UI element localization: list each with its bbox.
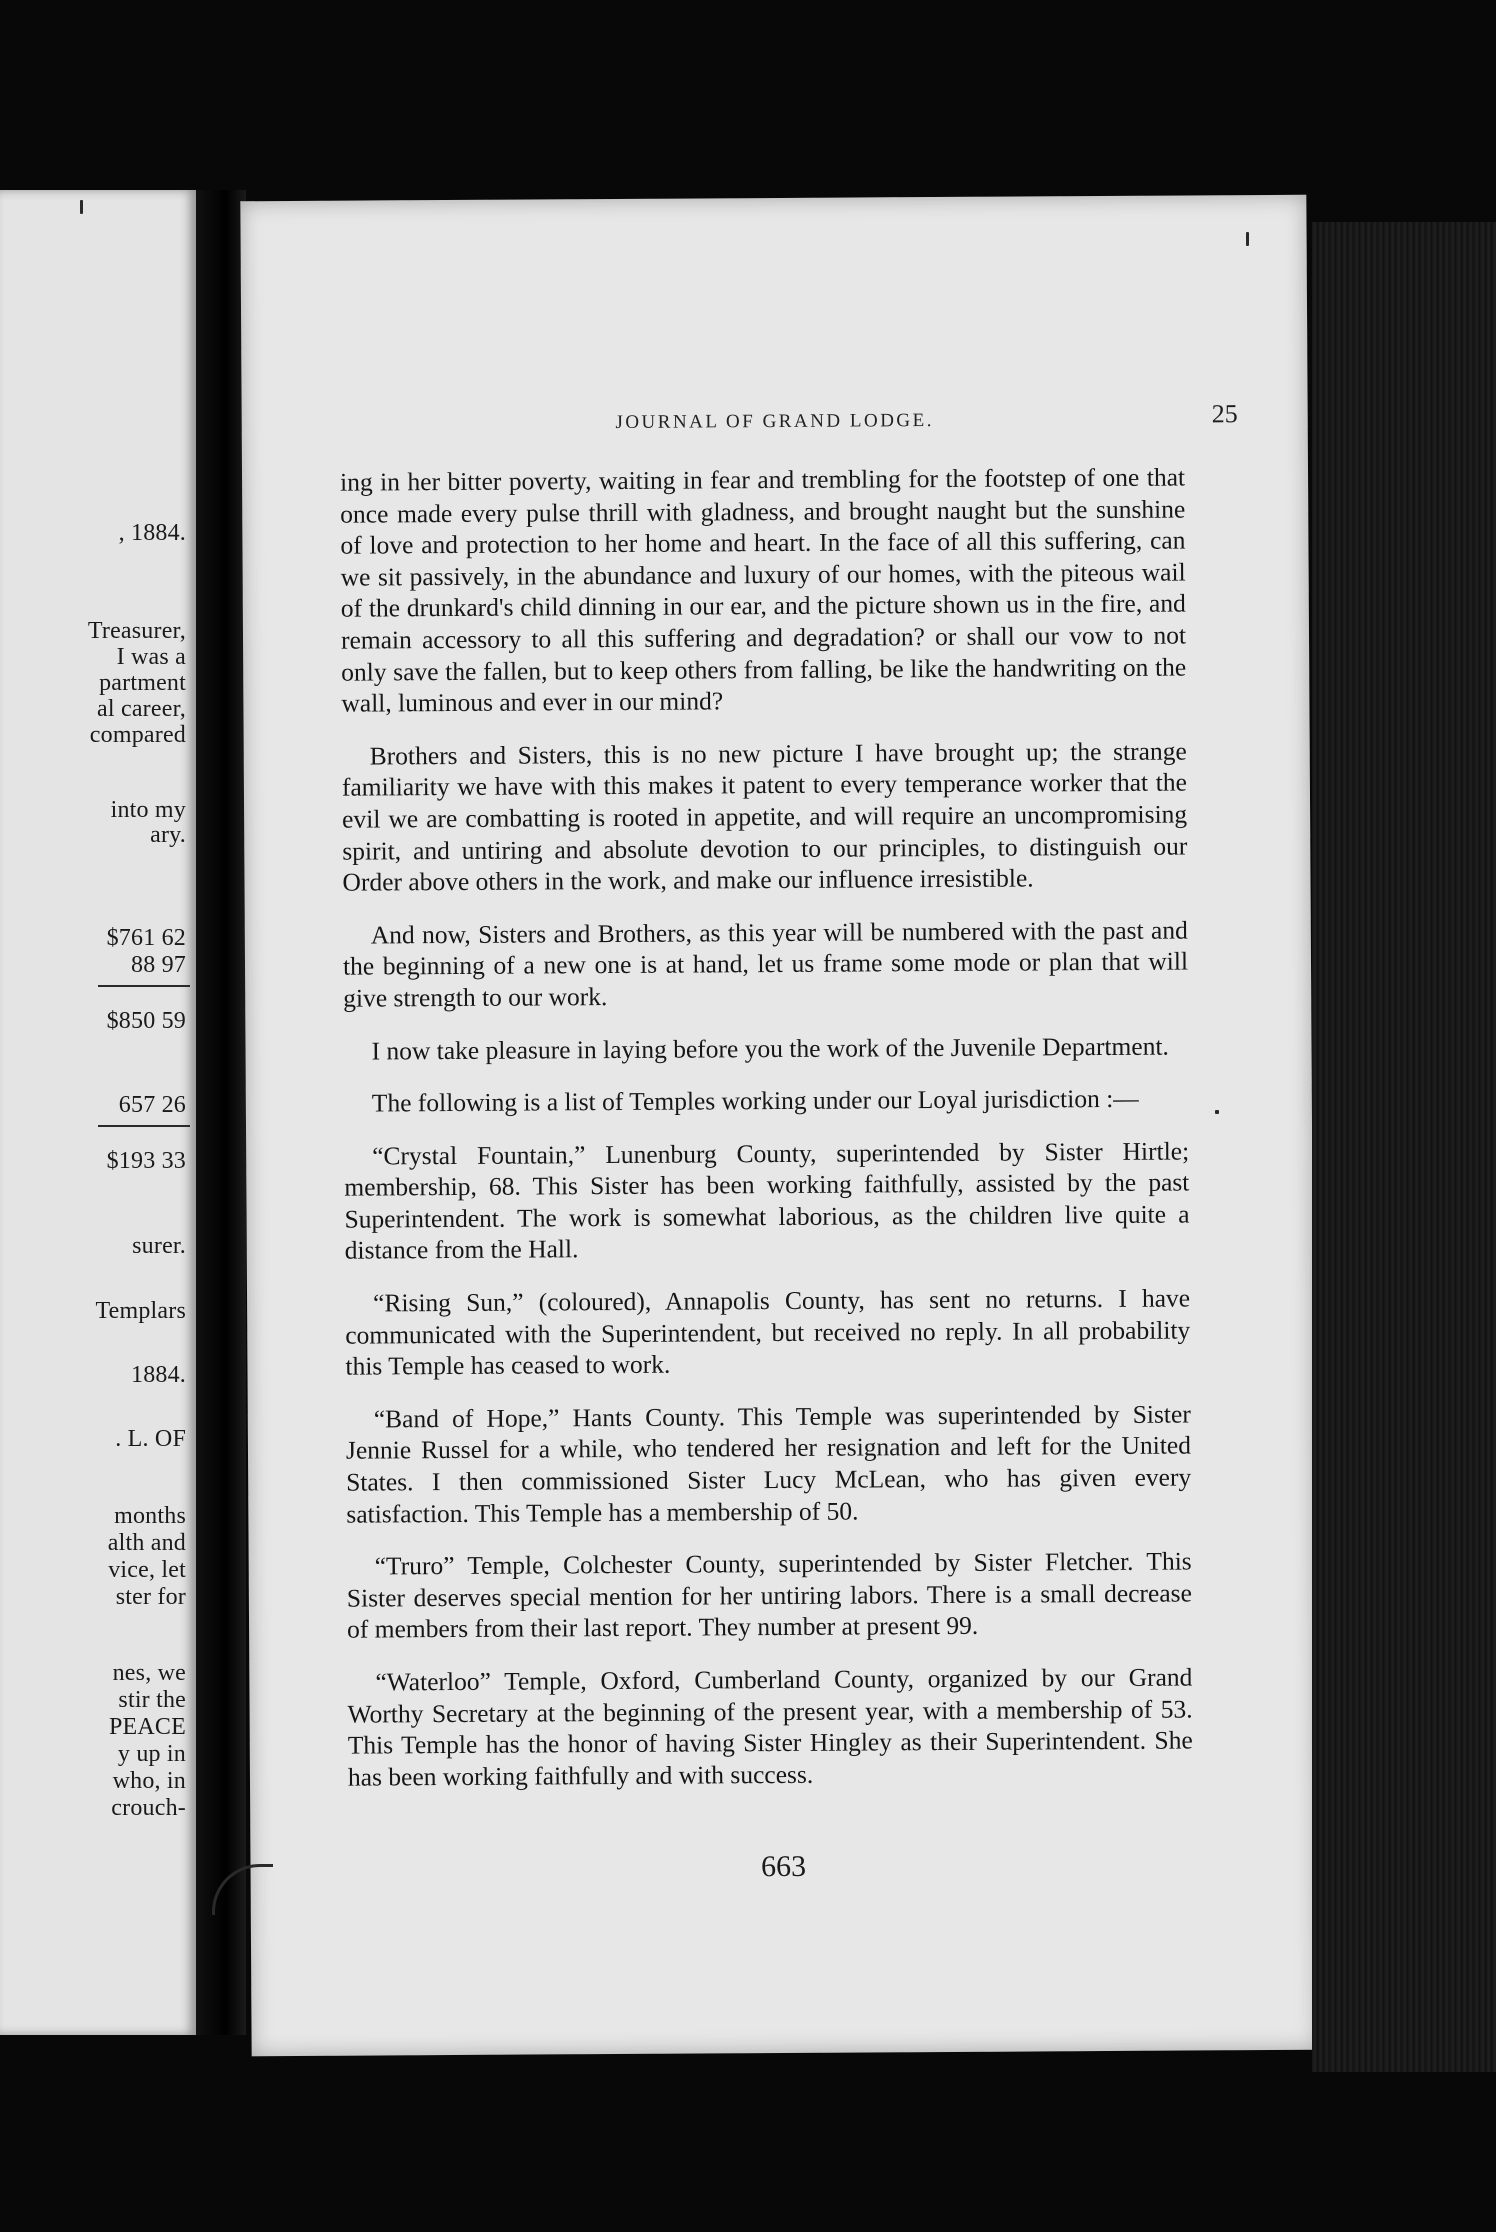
- left-line: I was a: [116, 644, 186, 670]
- left-line: 657 26: [118, 1092, 186, 1118]
- left-line: into my: [110, 797, 186, 823]
- left-line: nes, we: [112, 1660, 186, 1686]
- left-line: y up in: [117, 1741, 186, 1767]
- paragraph: “Crystal Fountain,” Lunenburg County, superintended by Sister Hirtle; membership, 68. This Sister has been working faithfully, assisted by the past Superintendent. The work is somewhat laborious, as the children live quite a distance from the Hall.: [344, 1136, 1190, 1266]
- left-page-fragment: [0, 190, 196, 2035]
- left-line: partment: [99, 670, 186, 696]
- left-line: al career,: [97, 696, 186, 722]
- book-edge: [1312, 222, 1496, 2072]
- paragraph: The following is a list of Temples working under our Loyal jurisdiction :—: [371, 1083, 1139, 1118]
- left-line: Templars: [95, 1298, 186, 1324]
- body-text: [340, 462, 1193, 1815]
- journal-page: [240, 195, 1317, 2056]
- left-line: PEACE: [108, 1714, 186, 1740]
- sum-rule: [98, 1125, 190, 1127]
- left-line: $761 62: [106, 925, 186, 951]
- left-line: compared: [89, 722, 186, 748]
- left-line: stir the: [118, 1687, 186, 1713]
- scan-speck: [1246, 232, 1249, 246]
- left-line: $850 59: [106, 1008, 186, 1034]
- left-line: $193 33: [106, 1148, 186, 1174]
- paragraph: Brothers and Sisters, this is no new picture I have brought up; the strange familiarity we have with this makes it patent to every temperance worker that the evil we are combatting is rooted in appetite, and will require an uncompromising spirit, and untiring and absolute devotion to our principles, to distinguish our Order above others in the work, and make our influence irresistible.: [341, 736, 1188, 897]
- paragraph: “Truro” Temple, Colchester County, superintended by Sister Fletcher. This Sister deserves special mention for her untiring labors. There is a small decrease of members from their last report. They number at present 99.: [346, 1546, 1192, 1645]
- scan-speck: [1215, 1110, 1219, 1114]
- left-line: surer.: [132, 1233, 186, 1259]
- paragraph: “Rising Sun,” (coloured), Annapolis County, has sent no returns. I have communicated with the Superintendent, but received no reply. In all probability this Temple has ceased to work.: [345, 1283, 1191, 1381]
- left-line: 88 97: [131, 952, 186, 978]
- left-line: who, in: [112, 1768, 186, 1794]
- left-line: months: [114, 1503, 186, 1529]
- paragraph: “Waterloo” Temple, Oxford, Cumberland County, organized by our Grand Worthy Secretary at the beginning of the present year, with a membership of 53. This Temple has the honor of having Sister Hingley as their Superintendent. She has been working faithfully and with success.: [347, 1662, 1193, 1792]
- left-line: Treasurer,: [87, 618, 186, 644]
- page-number: 25: [1211, 399, 1238, 429]
- paragraph: And now, Sisters and Brothers, as this year will be numbered with the past and the beginning of a new one is at hand, let us frame some mode or plan that will give strength to our work.: [342, 915, 1189, 1013]
- left-line: ary.: [150, 822, 186, 848]
- left-line: vice, let: [108, 1557, 186, 1583]
- left-line: , 1884.: [118, 520, 186, 546]
- paragraph: “Band of Hope,” Hants County. This Temple was superintended by Sister Jennie Russel for a while, who tendered her resignation and left for the United States. I then commissioned Sister Lucy McLean, who has given every satisfaction. This Temple has a membership of 50.: [345, 1399, 1192, 1529]
- book-gutter: [196, 190, 246, 2035]
- scan-speck: [80, 200, 83, 214]
- paragraph: ing in her bitter poverty, waiting in fear and trembling for the footstep of one that once made every pulse thrill with gladness, and brought naught but the sunshine of love and protection to her home and heart. In the face of all this suffering, can we sit passively, in the abundance and luxury of our homes, with the piteous wail of the drunkard's child dinning in our ear, and the picture shown us in the fire, and remain accessory to all this suffering and degradation? or shall our vow to not only save the fallen, but to keep others from falling, be like the handwriting on the wall, luminous and ever in our mind?: [339, 462, 1187, 718]
- paragraph: I now take pleasure in laying before you the work of the Juvenile Department.: [371, 1031, 1169, 1065]
- running-head: JOURNAL OF GRAND LODGE.: [615, 410, 935, 433]
- folio-number: 663: [760, 1849, 807, 1884]
- sum-rule: [98, 985, 190, 987]
- left-line: ster for: [115, 1584, 186, 1610]
- left-line: crouch-: [111, 1795, 186, 1821]
- left-line: 1884.: [131, 1362, 186, 1388]
- left-line: alth and: [107, 1530, 186, 1556]
- left-line: . L. OF: [115, 1426, 186, 1452]
